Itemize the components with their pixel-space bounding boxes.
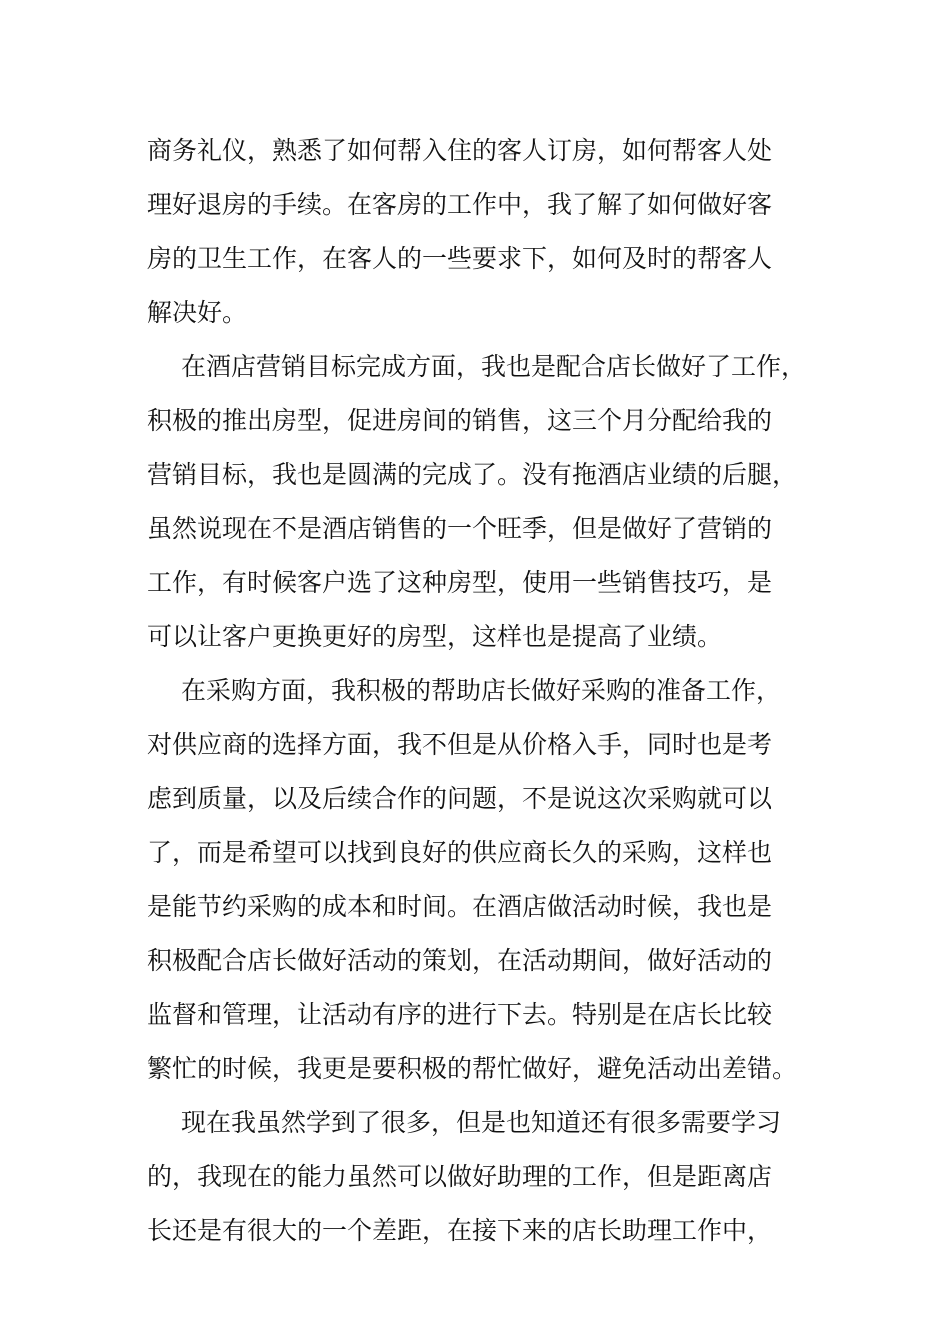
text-line: 营销目标，我也是圆满的完成了。没有拖酒店业绩的后腿， xyxy=(147,460,798,489)
text-line: 了，而是希望可以找到良好的供应商长久的采购，这样也 xyxy=(147,838,773,867)
text-line: 商务礼仪，熟悉了如何帮入住的客人订房，如何帮客人处 xyxy=(147,136,773,165)
text-line: 繁忙的时候，我更是要积极的帮忙做好，避免活动出差错。 xyxy=(147,1054,798,1083)
text-line: 现在我虽然学到了很多，但是也知道还有很多需要学习 xyxy=(181,1108,782,1137)
text-line: 工作，有时候客户选了这种房型，使用一些销售技巧，是 xyxy=(147,568,773,597)
paragraph-3 xyxy=(147,664,807,1096)
text-line: 的，我现在的能力虽然可以做好助理的工作，但是距离店 xyxy=(147,1162,773,1191)
text-line: 在采购方面，我积极的帮助店长做好采购的准备工作， xyxy=(181,676,782,705)
text-line: 是能节约采购的成本和时间。在酒店做活动时候，我也是 xyxy=(147,892,773,921)
paragraph-4 xyxy=(147,1096,807,1258)
text-line: 在酒店营销目标完成方面，我也是配合店长做好了工作， xyxy=(181,352,807,381)
text-line: 对供应商的选择方面，我不但是从价格入手，同时也是考 xyxy=(147,730,773,759)
text-line: 虽然说现在不是酒店销售的一个旺季，但是做好了营销的 xyxy=(147,514,773,543)
text-line: 监督和管理，让活动有序的进行下去。特别是在店长比较 xyxy=(147,1000,773,1029)
text-line: 可以让客户更换更好的房型，这样也是提高了业绩。 xyxy=(147,622,723,651)
text-line: 解决好。 xyxy=(147,298,248,327)
text-line: 积极配合店长做好活动的策划，在活动期间，做好活动的 xyxy=(147,946,773,975)
text-line: 理好退房的手续。在客房的工作中，我了解了如何做好客 xyxy=(147,190,773,219)
text-line: 房的卫生工作，在客人的一些要求下，如何及时的帮客人 xyxy=(147,244,773,273)
text-line: 积极的推出房型，促进房间的销售，这三个月分配给我的 xyxy=(147,406,773,435)
text-line: 虑到质量，以及后续合作的问题，不是说这次采购就可以 xyxy=(147,784,773,813)
paragraph-1 xyxy=(147,124,807,340)
paragraph-2 xyxy=(147,340,807,664)
text-line: 长还是有很大的一个差距，在接下来的店长助理工作中， xyxy=(147,1216,773,1245)
body-text xyxy=(147,124,807,1258)
